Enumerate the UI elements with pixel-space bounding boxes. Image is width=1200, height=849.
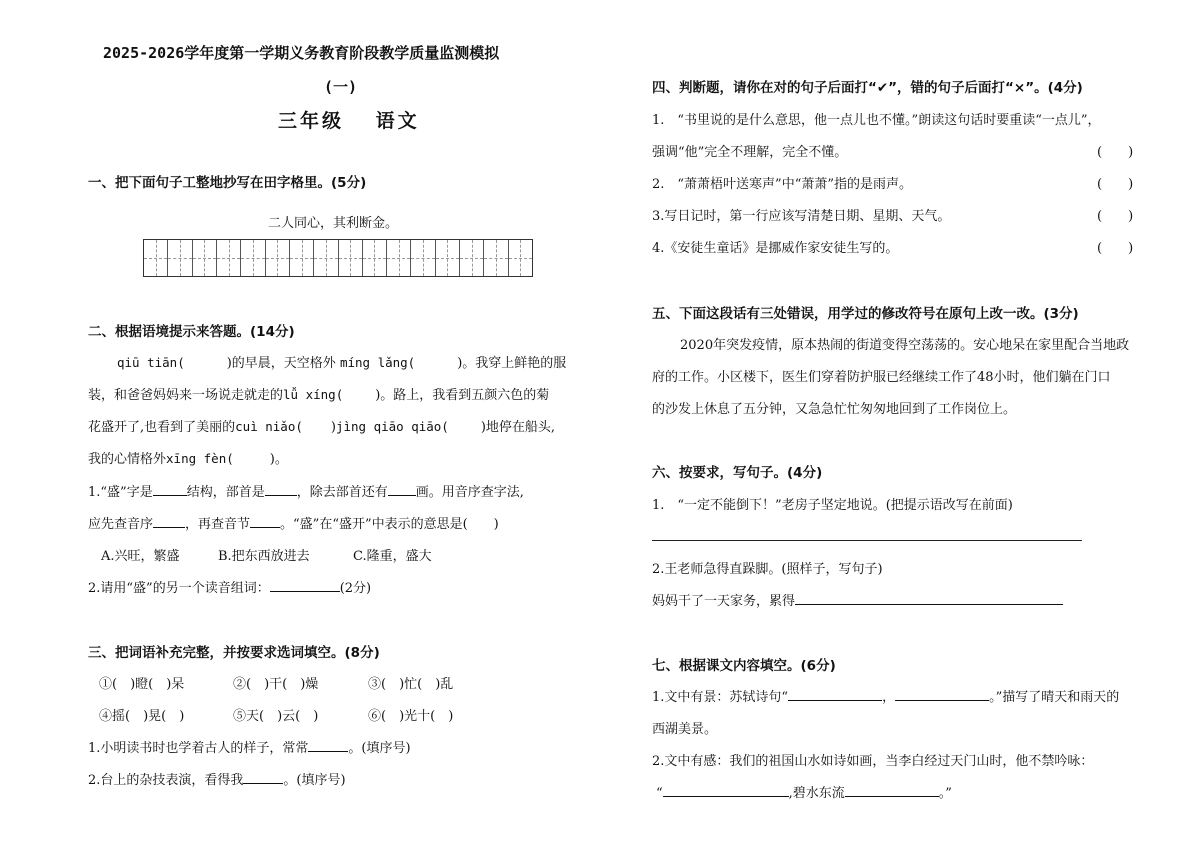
idiom-1: ①( )瞪( )呆 (99, 677, 185, 692)
page-title-part: (一) (324, 78, 358, 96)
answer-blank[interactable] (250, 515, 280, 528)
question-6-1: 1. “一定不能倒下！”老房子坚定地说。(把提示语改写在前面) (652, 498, 1013, 513)
idiom-2: ②( )干( )燥 (233, 677, 319, 692)
section-6-heading: 六、按要求，写句子。(4分) (652, 465, 823, 481)
passage-line-2: 装，和爸爸妈妈来一场说走就走的lǚ xíng( )。路上，我看到五颜六色的菊 (88, 387, 550, 403)
grid-cell[interactable] (436, 240, 460, 276)
question-6-2-prompt: 妈妈干了一天家务，累得 (652, 590, 1063, 609)
idiom-4: ④摇( )晃( ) (99, 709, 185, 724)
answer-blank[interactable] (270, 579, 340, 592)
grid-cell[interactable] (387, 240, 411, 276)
question-7-1: 1.文中有景：苏轼诗句“ ， 。”描写了晴天和雨天的 (652, 690, 1120, 705)
question-3-2: 2.台上的杂技表演，看得我 。(填序号) (88, 773, 346, 788)
passage-line-3: 花盛开了,也看到了美丽的cuì niǎo( )jìng qiāo qiāo( )地停在船头, (88, 419, 556, 435)
grid-cell[interactable] (266, 240, 290, 276)
grid-cell[interactable] (363, 240, 387, 276)
option-a: A.兴旺，繁盛 (101, 549, 180, 564)
answer-line[interactable] (652, 540, 1082, 541)
correction-line-2: 府的工作。小区楼下，医生们穿着防护服已经继续工作了48小时，他们躺在门口 (652, 370, 1111, 385)
grid-cell[interactable] (193, 240, 217, 276)
grid-cell[interactable] (411, 240, 435, 276)
judge-item-1: 1. “书里说的是什么意思，他一点儿也不懂。”朗读这句话时要重读“一点儿”， (652, 113, 1101, 128)
answer-blank[interactable] (243, 771, 283, 784)
grid-cell[interactable] (314, 240, 338, 276)
grid-cell[interactable] (144, 240, 168, 276)
judge-bracket-3[interactable]: ( ) (1097, 209, 1134, 224)
grid-cell[interactable] (168, 240, 192, 276)
question-2-1-cont: 应先查音序 ，再查音节 。“盛”在“盛开”中表示的意思是( ) (88, 517, 499, 532)
question-2-1: 1.“盛”字是 结构，部首是 ，除去部首还有 画。用音序查字法, (88, 485, 524, 500)
idiom-6: ⑥( )光十( ) (368, 709, 454, 724)
answer-blank[interactable] (153, 483, 187, 496)
section-4-heading: 四、判断题，请你在对的句子后面打“✔”，错的句子后面打“×”。(4分) (652, 80, 1083, 96)
subject-title: 三年级 语文 (278, 110, 420, 132)
grid-cell[interactable] (460, 240, 484, 276)
grid-cell[interactable] (217, 240, 241, 276)
grid-cell[interactable] (509, 240, 532, 276)
answer-blank[interactable] (265, 483, 297, 496)
idiom-3: ③( )忙( )乱 (368, 677, 454, 692)
section-7-heading: 七、根据课文内容填空。(6分) (652, 658, 836, 674)
copy-sentence: 二人同心，其利断金。 (268, 216, 399, 231)
section-1-heading: 一、把下面句子工整地抄写在田字格里。(5分) (88, 175, 367, 191)
answer-blank[interactable] (153, 515, 185, 528)
answer-blank[interactable] (388, 483, 416, 496)
judge-bracket-1[interactable]: ( ) (1097, 145, 1134, 160)
tianzige-grid[interactable] (143, 239, 533, 277)
answer-blank[interactable] (788, 688, 882, 701)
answer-blank[interactable] (663, 784, 789, 797)
section-5-heading: 五、下面这段话有三处错误，用学过的修改符号在原句上改一改。(3分) (652, 306, 1079, 322)
correction-line-1: 2020年突发疫情，原本热闹的街道变得空荡荡的。安心地呆在家里配合当地政 (680, 338, 1130, 353)
question-7-2-cont: “ ,碧水东流 。” (656, 786, 952, 801)
passage-line-4: 我的心情格外xīng fèn( )。 (88, 451, 288, 467)
page-title: 2025-2026学年度第一学期义务教育阶段教学质量监测模拟 (103, 44, 500, 62)
section-2-heading: 二、根据语境提示来答题。(14分) (88, 324, 295, 340)
question-6-2: 2.王老师急得直跺脚。(照样子，写句子) (652, 562, 883, 577)
judge-item-1-cont: 强调“他”完全不理解，完全不懂。 (652, 145, 848, 160)
option-c: C.隆重，盛大 (353, 549, 432, 564)
passage-line-1: qiū tiān( )的早晨，天空格外 míng lǎng( )。我穿上鲜艳的服 (117, 355, 567, 371)
judge-item-2: 2. “萧萧梧叶送寒声”中“萧萧”指的是雨声。 (652, 177, 912, 192)
question-7-1-cont: 西湖美景。 (652, 722, 718, 737)
question-7-2: 2.文中有感：我们的祖国山水如诗如画，当李白经过天门山时，他不禁吟咏： (652, 754, 1094, 769)
option-b: B.把东西放进去 (218, 549, 310, 564)
grid-cell[interactable] (241, 240, 265, 276)
judge-item-4: 4.《安徒生童话》是挪威作家安徒生写的。 (652, 241, 899, 256)
correction-line-3: 的沙发上休息了五分钟，又急急忙忙匆匆地回到了工作岗位上。 (652, 402, 1017, 417)
grid-cell[interactable] (484, 240, 508, 276)
answer-blank[interactable] (895, 688, 989, 701)
answer-blank[interactable] (845, 784, 939, 797)
judge-bracket-4[interactable]: ( ) (1097, 241, 1134, 256)
judge-item-3: 3.写日记时，第一行应该写清楚日期、星期、天气。 (652, 209, 951, 224)
section-3-heading: 三、把词语补充完整，并按要求选词填空。(8分) (88, 645, 380, 661)
question-3-1: 1.小明读书时也学着古人的样子，常常 。(填序号) (88, 741, 411, 756)
question-2-2: 2.请用“盛”的另一个读音组词： (2分) (88, 581, 372, 596)
judge-bracket-2[interactable]: ( ) (1097, 177, 1134, 192)
idiom-5: ⑤天( )云( ) (233, 709, 319, 724)
answer-blank[interactable] (795, 592, 1063, 605)
answer-blank[interactable] (308, 739, 348, 752)
grid-cell[interactable] (339, 240, 363, 276)
grid-cell[interactable] (290, 240, 314, 276)
